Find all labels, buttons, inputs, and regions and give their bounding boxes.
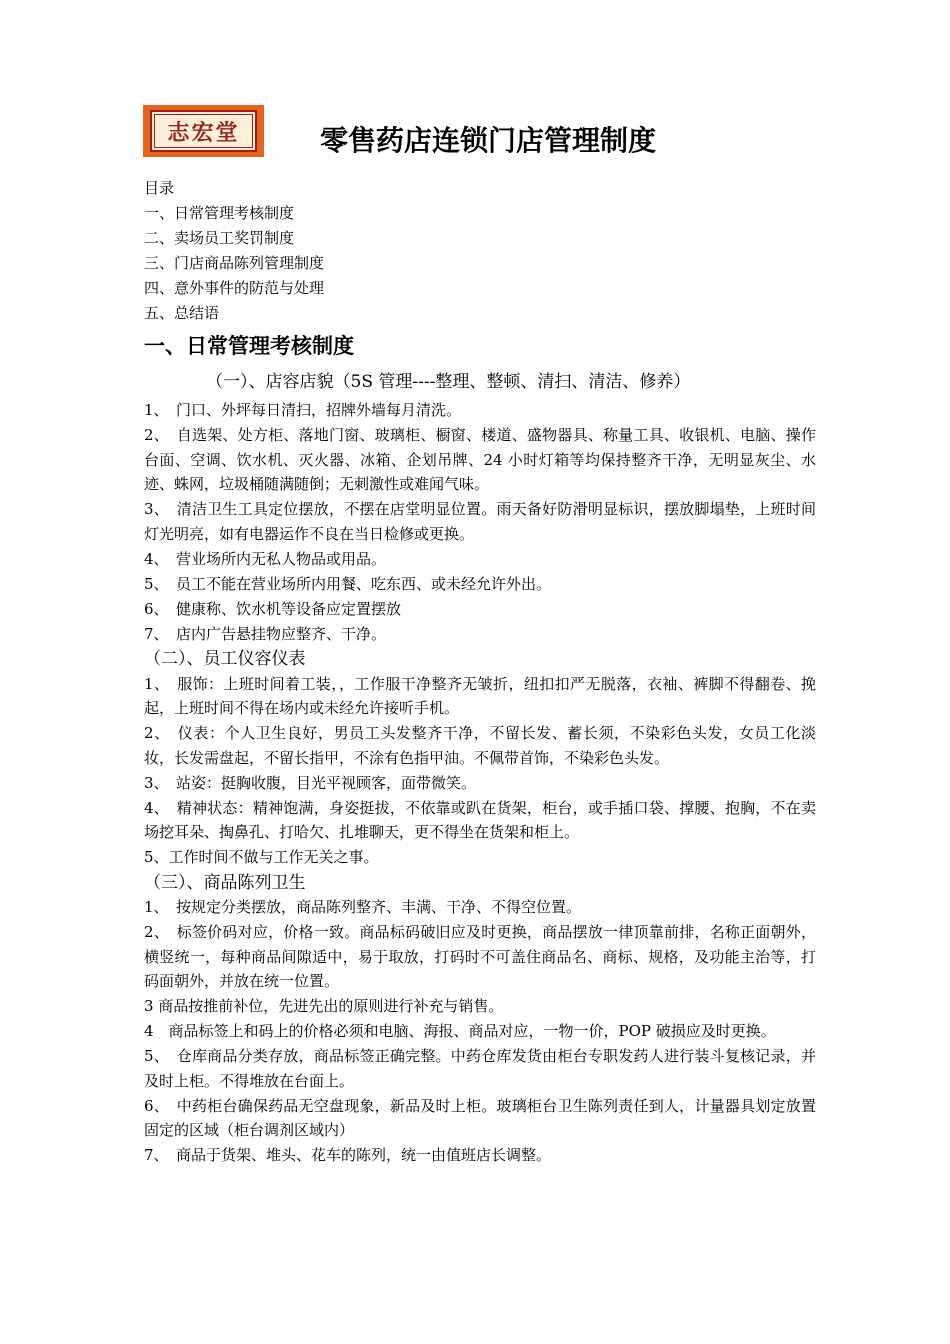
list-item: 4、 精神状态：精神饱满，身姿挺拔，不依靠或趴在货架，柜台，或手插口袋、撑腰、抱胸，不在卖场挖耳朵、掏鼻孔、打哈欠、扎堆聊天，更不得坐在货架和柜上。 [144,798,816,841]
list-item: 7、 商品于货架、堆头、花车的陈列，统一由值班店长调整。 [144,1146,552,1164]
list-item: 2、 仪表：个人卫生良好，男员工头发整齐干净，不留长发、蓄长须，不染彩色头发，女员工化淡妆，长发需盘起，不留长指甲，不涂有色指甲油。不佩带首饰，不染彩色头发。 [144,724,816,767]
list-item: 5、 员工不能在营业场所内用餐、吃东西、或未经允许外出。 [144,574,552,593]
list-item: 2、 标签价码对应，价格一致。商品标码破旧应及时更换，商品摆放一律顶靠前排，名称正面朝外，横竖统一，每种商品间隙适中，易于取放，打码时不可盖住商品名、商标、规格，及功能主治等，打码面朝外，并放在统一位置。 [144,923,816,990]
list-item: 2、 自选架、处方柜、落地门窗、玻璃柜、橱窗、楼道、盛物器具、称量工具、收银机、电脑、操作台面、空调、饮水机、灭火器、冰箱、企划吊牌、24 小时灯箱等均保持整齐干净，无明显灰尘、水迹、蛛网，垃圾桶随满随倒；无刺激性或难闻气味。 [144,426,816,493]
subsection-heading: （一）、店容店貌（5S 管理----整理、整顿、清扫、清洁、修养） [206,372,691,392]
table-of-contents [144,176,324,326]
section-heading: 一、日常管理考核制度 [144,333,354,358]
list-item: 7、 店内广告悬挂物应整齐、干净。 [144,624,387,643]
list-item: 6、 中药柜台确保药品无空盘现象，新品及时上柜。玻璃柜台卫生陈列责任到人，计量器具划定放置固定的区域（柜台调剂区域内） [144,1096,816,1139]
list-item: 4、 营业场所内无私人物品或用品。 [144,549,387,568]
toc-item: 五、总结语 [144,304,220,322]
company-logo [143,105,264,157]
document-title: 零售药店连锁门店管理制度 [320,124,657,157]
section-content [144,368,816,1168]
list-item: 4 商品标签上和码上的价格必须和电脑、海报、商品对应，一物一价，POP 破损应及时更换。 [144,1022,776,1040]
toc-item: 四、意外事件的防范与处理 [144,279,325,297]
list-item: 5、工作时间不做与工作无关之事。 [144,848,379,866]
list-item: 1、 门口、外坪每日清扫，招牌外墙每月清洗。 [144,401,462,419]
list-item: 6、 健康称、饮水机等设备应定置摆放 [144,599,402,618]
toc-item: 三、门店商品陈列管理制度 [144,254,325,272]
subsection-heading: （三）、商品陈列卫生 [144,872,306,893]
list-item: 1、 按规定分类摆放，商品陈列整齐、丰满、干净、不得空位置。 [144,898,582,916]
list-item: 3、 站姿：挺胸收腹，目光平视顾客，面带微笑。 [144,773,477,792]
list-item: 3、 清洁卫生工具定位摆放，不摆在店堂明显位置。雨天备好防滑明显标识，摆放脚塌垫，上班时间灯光明亮，如有电器运作不良在当日检修或更换。 [144,500,816,543]
toc-heading: 目录 [144,179,175,197]
toc-item: 二、卖场员工奖罚制度 [144,229,295,247]
list-item: 3 商品按推前补位，先进先出的原则进行补充与销售。 [144,997,504,1015]
toc-item: 一、日常管理考核制度 [144,204,295,222]
list-item: 1、 服饰：上班时间着工装，，工作服干净整齐无皱折，纽扣扣严无脱落，衣袖、裤脚不得翻卷、挽起，上班时间不得在场内或未经允许接听手机。 [144,674,816,717]
subsection-heading: （二）、员工仪容仪表 [144,649,306,669]
list-item: 5、 仓库商品分类存放，商品标签正确完整。中药仓库发货由柜台专职发药人进行装斗复核记录，并及时上柜。不得堆放在台面上。 [144,1047,816,1090]
logo-text: 志宏堂 [150,110,257,152]
